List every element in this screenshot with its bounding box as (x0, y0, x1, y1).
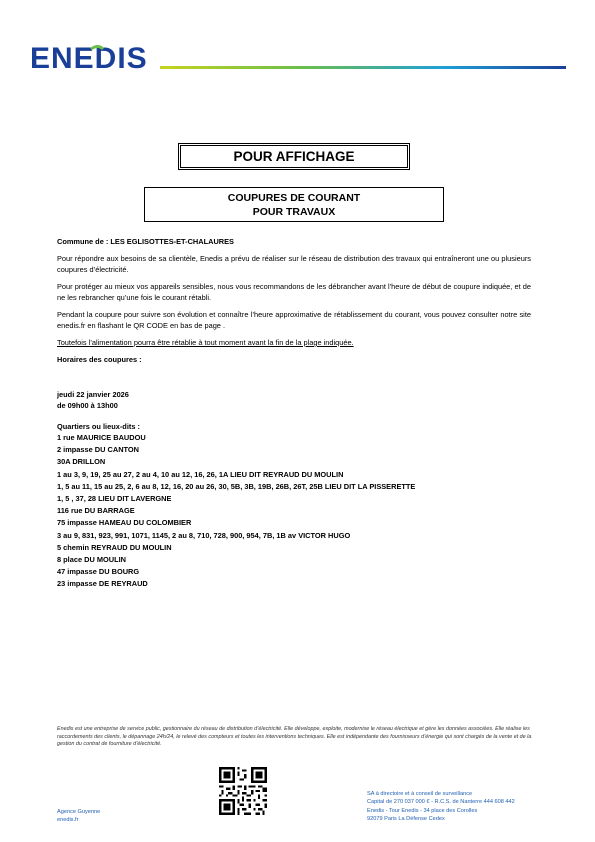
address-item: 5 chemin REYRAUD DU MOULIN (57, 542, 172, 552)
footer-disclaimer: Enedis est une entreprise de service public, gestionnaire du réseau de distribution d’électricité. Elle développe, exploite, modernise le réseau électrique et gère les données associées. Elle réalise les raccordements des clients, le dépannage 24h/24, le relevé des compteurs et toutes les interventions techniques. Elle est indépendante des fournisseurs d’énergie qui sont chargés de la vente et de la gestion du contrat de fourniture d’électricité. (57, 726, 532, 748)
address-item: 1, 5 au 11, 15 au 25, 2, 6 au 8, 12, 16, 20 au 26, 30, 5B, 3B, 19B, 26B, 26T, 25B LIEU DIT LA PISSERETTE (57, 481, 416, 491)
address-item: 116 rue DU BARRAGE (57, 506, 135, 516)
address-item: 8 place DU MOULIN (57, 555, 126, 565)
pour-affichage-title: POUR AFFICHAGE (233, 149, 355, 164)
address-item: 47 impasse DU BOURG (57, 567, 140, 577)
pour-affichage-box (178, 143, 410, 170)
paragraph-1: Pour répondre aux besoins de sa clientèle, Enedis a prévu de réaliser sur le réseau de distribution des travaux qui entraîneront une ou plusieurs coupures d’électricité. (57, 254, 531, 274)
address-item: 23 impasse DE REYRAUD (57, 579, 148, 589)
address-item: 3 au 9, 831, 923, 991, 1071, 1145, 2 au 8, 710, 728, 900, 954, 7B, 1B av VICTOR HUGO (57, 530, 351, 540)
outage-date: jeudi 22 janvier 2026 (57, 390, 129, 399)
logo-text: ENEDIS (30, 42, 148, 74)
address-item: 1 rue MAURICE BAUDOU (57, 433, 146, 442)
places-label: Quartiers ou lieux-dits : (57, 422, 140, 431)
address-list (57, 432, 531, 591)
address-item: 75 impasse HAMEAU DU COLOMBIER (57, 518, 192, 528)
legal-line: SA à directoire et à conseil de surveillance (367, 791, 473, 797)
legal-line: Capital de 270 037 000 € - R.C.S. de Nanterre 444 608 442 (367, 799, 515, 806)
legal-line: Enedis - Tour Enedis - 34 place des Corolles (367, 807, 478, 814)
outage-time-range: de 09h00 à 13h00 (57, 401, 118, 410)
agency-name: Agence Guyenne (57, 809, 101, 815)
paragraph-3: Pendant la coupure pour suivre son évolution et connaître l’heure approximative de rétablissement du courant, vous pouvez consulter notre site enedis.fr en flashant le QR CODE en bas de page . (57, 310, 531, 330)
notice-content (57, 236, 531, 591)
coupures-title-line2: POUR TRAVAUX (252, 206, 336, 218)
paragraph-2: Pour protéger au mieux vos appareils sensibles, nous vous recommandons de les débrancher avant l'heure de début de coupure indiquée, et de ne les rebrancher qu’une fois le courant rétabli. (57, 282, 531, 302)
enedis-logo (30, 40, 156, 74)
legal-line: 92079 Paris La Défense Cedex (367, 815, 445, 822)
address-item: 1 au 3, 9, 19, 25 au 27, 2 au 4, 10 au 12, 16, 26, 1A LIEU DIT REYRAUD DU MOULIN (57, 469, 344, 479)
header-gradient-line (160, 66, 566, 69)
coupures-title-box (144, 187, 444, 222)
schedule-label: Horaires des coupures : (57, 355, 142, 364)
agency-website-link[interactable]: enedis.fr (57, 817, 79, 823)
address-item: 30A DRILLON (57, 457, 106, 467)
legal-info (367, 790, 515, 823)
coupures-title-line1: COUPURES DE COURANT (227, 192, 361, 204)
address-item: 2 impasse DU CANTON (57, 445, 140, 455)
warning-line: Toutefois l’alimentation pourra être rétablie à tout moment avant la fin de la plage indiquée. (57, 338, 354, 347)
address-item: 1, 5 , 37, 28 LIEU DIT LAVERGNE (57, 494, 172, 504)
commune-line: Commune de : LES EGLISOTTES-ET-CHALAURES (57, 237, 234, 246)
agency-info (57, 808, 100, 824)
qr-code-icon[interactable] (219, 767, 267, 815)
